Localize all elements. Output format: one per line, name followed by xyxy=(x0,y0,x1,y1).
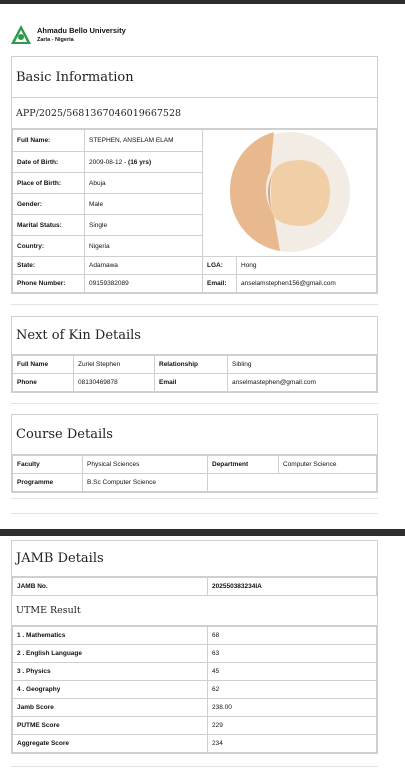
lga-label: LGA: xyxy=(203,257,237,275)
full-name-value: STEPHEN, ANSELAM ELAM xyxy=(85,130,203,152)
place-of-birth-label: Place of Birth: xyxy=(13,173,85,194)
top-bar xyxy=(0,0,405,4)
country-label: Country: xyxy=(13,236,85,257)
programme-label: Programme xyxy=(13,474,83,492)
gender-value: Male xyxy=(85,194,203,215)
section-divider xyxy=(11,304,378,305)
course-details-title: Course Details xyxy=(12,415,377,455)
section-divider xyxy=(11,766,378,767)
subject-label: 2 . English Language xyxy=(13,645,208,663)
kin-email-label: Email xyxy=(155,374,228,392)
subject-score: 62 xyxy=(208,681,377,699)
jamb-details-card xyxy=(11,540,378,754)
utme-result-table xyxy=(12,626,377,753)
lga-value: Hong xyxy=(237,257,377,275)
country-value: Nigeria xyxy=(85,236,203,257)
jamb-number-table xyxy=(12,577,377,596)
basic-information-title: Basic Information xyxy=(12,57,377,98)
course-details-card xyxy=(11,414,378,493)
subject-label: 4 . Geography xyxy=(13,681,208,699)
jamb-number-label: JAMB No. xyxy=(13,578,208,596)
jamb-score-label: Jamb Score xyxy=(13,699,208,717)
email-label: Email: xyxy=(203,275,237,293)
state-label: State: xyxy=(13,257,85,275)
empty-cell xyxy=(208,474,377,492)
marital-status-value: Single xyxy=(85,215,203,236)
dob-value xyxy=(85,152,203,173)
kin-relationship-label: Relationship xyxy=(155,356,228,374)
passport-photo-cell xyxy=(203,130,377,257)
utme-result-title: UTME Result xyxy=(12,596,377,626)
programme-value: B.Sc Computer Science xyxy=(83,474,208,492)
jamb-number-value: 202550383234IA xyxy=(208,578,377,596)
section-divider xyxy=(11,403,378,404)
subject-score: 68 xyxy=(208,627,377,645)
gender-label: Gender: xyxy=(13,194,85,215)
subject-label: 3 . Physics xyxy=(13,663,208,681)
next-of-kin-table xyxy=(12,355,377,392)
passport-photo xyxy=(230,132,350,252)
putme-score-value: 229 xyxy=(208,717,377,735)
full-name-label: Full Name: xyxy=(13,130,85,152)
course-details-table xyxy=(12,455,377,492)
kin-name-value: Zuriel Stephen xyxy=(74,356,155,374)
application-number: APP/2025/5681367046019667528 xyxy=(12,98,377,129)
subject-score: 63 xyxy=(208,645,377,663)
next-of-kin-card xyxy=(11,316,378,393)
dob-date: 2009-08-12 - xyxy=(89,158,129,166)
age-value: (16 yrs) xyxy=(128,158,152,166)
aggregate-score-value: 234 xyxy=(208,735,377,753)
kin-phone-value: 08130469878 xyxy=(74,374,155,392)
kin-relationship-value: Sibling xyxy=(228,356,377,374)
phone-label: Phone Number: xyxy=(13,275,85,293)
faculty-label: Faculty xyxy=(13,456,83,474)
university-name: Ahmadu Bello University xyxy=(37,26,126,35)
department-value: Computer Science xyxy=(279,456,377,474)
state-value: Adamawa xyxy=(85,257,203,275)
section-divider xyxy=(11,498,378,499)
section-divider xyxy=(11,513,378,514)
jamb-details-title: JAMB Details xyxy=(12,541,377,577)
putme-score-label: PUTME Score xyxy=(13,717,208,735)
subject-score: 45 xyxy=(208,663,377,681)
subject-label: 1 . Mathematics xyxy=(13,627,208,645)
faculty-value: Physical Sciences xyxy=(83,456,208,474)
basic-information-table xyxy=(12,129,377,293)
university-crest-icon xyxy=(10,24,32,46)
phone-value: 09159382089 xyxy=(85,275,203,293)
jamb-score-value: 238.00 xyxy=(208,699,377,717)
dob-label: Date of Birth: xyxy=(13,152,85,173)
next-of-kin-title: Next of Kin Details xyxy=(12,317,377,355)
email-value: anselamstephen156@gmail.com xyxy=(237,275,377,293)
marital-status-label: Marital Status: xyxy=(13,215,85,236)
department-label: Department xyxy=(208,456,279,474)
page-break-bar xyxy=(0,529,405,536)
kin-name-label: Full Name xyxy=(13,356,74,374)
page-header xyxy=(10,24,126,46)
kin-phone-label: Phone xyxy=(13,374,74,392)
basic-information-card xyxy=(11,56,378,294)
university-location: Zaria - Nigeria xyxy=(37,37,74,43)
aggregate-score-label: Aggregate Score xyxy=(13,735,208,753)
kin-email-value: anselmastephen@gmail.com xyxy=(228,374,377,392)
place-of-birth-value: Abuja xyxy=(85,173,203,194)
